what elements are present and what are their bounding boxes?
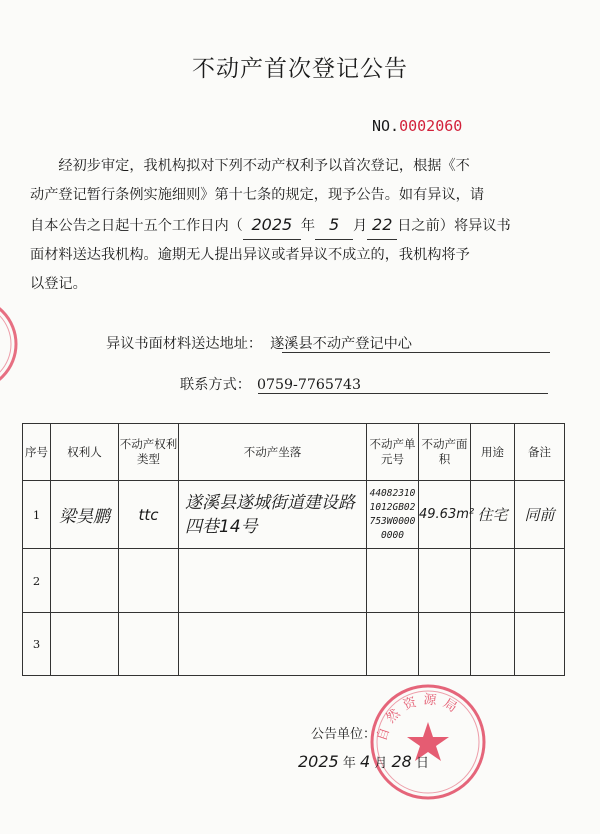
cell-right-type — [119, 549, 179, 613]
announcement-date — [298, 752, 429, 771]
contact-info — [180, 374, 361, 394]
cell-use — [471, 549, 515, 613]
year-char: 年 — [300, 218, 316, 234]
body-line-3-start: 自本公告之日起十五个工作日内（ — [30, 218, 243, 234]
registration-table — [22, 423, 565, 676]
cell-remark: 同前 — [515, 481, 565, 549]
header-remark: 备注 — [515, 424, 565, 481]
cell-area: 49.63m² — [419, 481, 471, 549]
cell-unit-no: 440823101012GB02753W00000000 — [367, 481, 419, 549]
cell-area — [419, 549, 471, 613]
cell-remark — [515, 613, 565, 676]
cell-holder — [51, 613, 119, 676]
contact-value: 0759-7765743 — [256, 377, 362, 393]
page-title: 不动产首次登记公告 — [192, 56, 408, 82]
date-year-char: 年 — [342, 756, 356, 771]
edge-seal-fragment — [0, 294, 30, 394]
header-location: 不动产坐落 — [179, 424, 367, 481]
seal-text: 自然资源局 — [374, 692, 465, 744]
cell-location — [179, 549, 367, 613]
body-line-3 — [30, 210, 575, 241]
cell-no: 1 — [23, 481, 51, 549]
contact-underline — [258, 393, 548, 394]
header-holder: 权利人 — [51, 424, 119, 481]
serial-value: 0002060 — [399, 117, 463, 135]
month-char: 月 — [353, 218, 368, 234]
objection-address-label: 异议书面材料送达地址： — [106, 336, 263, 352]
header-area: 不动产面积 — [419, 424, 471, 481]
cell-remark — [515, 549, 565, 613]
objection-address-value: 遂溪县不动产登记中心 — [270, 336, 412, 352]
table-row — [23, 481, 565, 549]
date-day-char: 日 — [416, 756, 430, 771]
official-seal — [366, 680, 490, 804]
table-row — [23, 549, 565, 613]
body-line-2: 动产登记暂行条例实施细则》第十七条的规定，现予公告。如有异议，请 — [30, 187, 485, 203]
deadline-month: 5 — [315, 210, 353, 240]
deadline-year: 2025 — [243, 210, 301, 240]
header-use: 用途 — [471, 424, 515, 481]
header-unit-no: 不动产单元号 — [367, 424, 419, 481]
cell-right-type: ttc — [119, 481, 179, 549]
header-no: 序号 — [23, 424, 51, 481]
cell-unit-no — [367, 549, 419, 613]
date-day: 28 — [391, 752, 412, 771]
announcement-body — [30, 152, 575, 299]
deadline-day: 22 — [367, 210, 397, 240]
contact-label: 联系方式： — [180, 377, 251, 393]
date-month-char: 月 — [374, 756, 388, 771]
svg-text:自然资源局 — [375, 692, 465, 743]
cell-unit-no — [367, 613, 419, 676]
address-underline — [282, 352, 550, 353]
cell-holder — [51, 549, 119, 613]
cell-no: 2 — [23, 549, 51, 613]
serial-prefix: NO. — [372, 117, 400, 135]
cell-use — [471, 613, 515, 676]
date-year: 2025 — [298, 752, 339, 771]
cell-use: 住宅 — [471, 481, 515, 549]
body-line-5: 以登记。 — [30, 276, 87, 292]
issuer-label: 公告单位： — [311, 727, 377, 742]
body-line-4: 面材料送达我机构。逾期无人提出异议或者异议不成立的，我机构将予 — [30, 247, 470, 263]
cell-location: 遂溪县遂城街道建设路四巷14号 — [179, 481, 367, 549]
cell-no: 3 — [23, 613, 51, 676]
body-line-3-end: 日之前）将异议书 — [397, 218, 511, 234]
cell-right-type — [119, 613, 179, 676]
table-row — [23, 613, 565, 676]
cell-holder: 梁昊鹏 — [51, 481, 119, 549]
date-month: 4 — [360, 752, 371, 771]
body-line-1: 经初步审定，我机构拟对下列不动产权利予以首次登记，根据《不 — [58, 158, 470, 174]
header-right-type: 不动产权利类型 — [119, 424, 179, 481]
table-header-row — [23, 424, 565, 481]
cell-location — [179, 613, 367, 676]
cell-area — [419, 613, 471, 676]
objection-address — [106, 333, 412, 353]
serial-number — [372, 117, 462, 135]
